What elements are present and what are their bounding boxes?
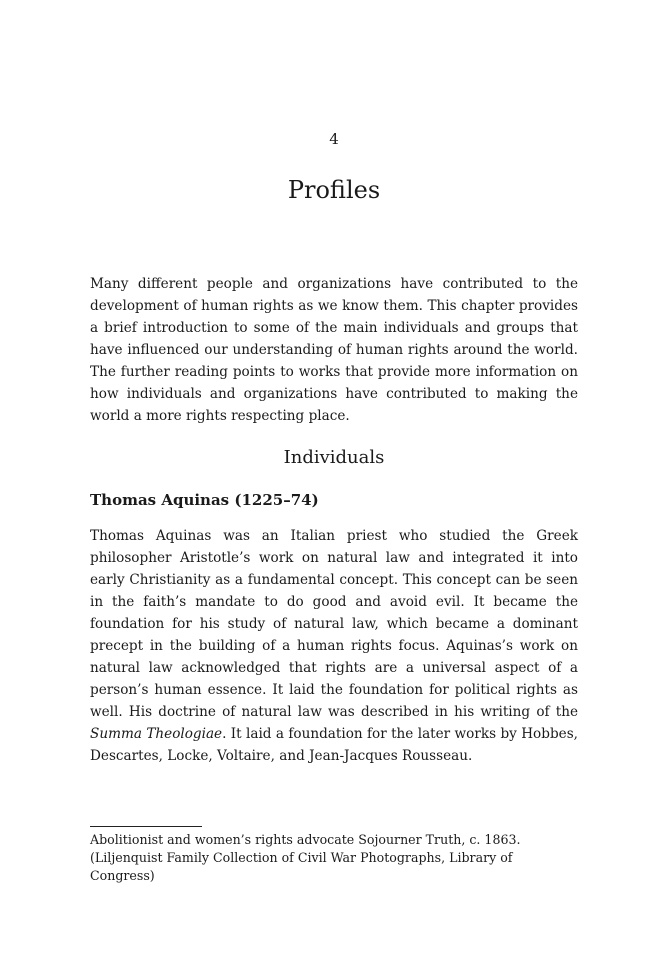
section-heading: Individuals [283, 447, 385, 468]
work-title: Summa Theologiae [90, 726, 223, 742]
page [90, 0, 578, 975]
footnote-divider [90, 826, 202, 827]
profile-body [90, 525, 578, 767]
chapter-title: Profiles [287, 176, 381, 204]
image-caption: Abolitionist and women’s rights advocate Sojourner Truth, c. 1863. (Liljenquist Family Collection of Civil War Photographs, Library of Congress) [90, 832, 521, 883]
profile-body-text-end: . It laid a foundation for the later works by Hobbes, Descartes, Locke, Voltaire, and Jean-Jacques Rousseau. [90, 726, 578, 764]
profile-heading: Thomas Aquinas (1225–74) [90, 491, 319, 509]
chapter-number: 4 [329, 130, 339, 148]
profile-body-text: Thomas Aquinas was an Italian priest who studied the Greek philosopher Aristotle’s work on natural law and integrated it into early Christianity as a fundamental concept. This concept can be seen in the faith’s mandate to do good and avoid evil. It became the foundation for his study of natural law, which became a dominant precept in the building of a human rights focus. Aquinas’s work on natural law acknowledged that rights are a universal aspect of a person’s human essence. It laid the foundation for political rights as well. His doctrine of natural law was described in his writing of the [90, 528, 578, 720]
intro-paragraph: Many different people and organizations have contributed to the development of human rights as we know them. This chapter provides a brief introduction to some of the main individuals and groups that have influenced our understanding of human rights around the world. The further reading points to works that provide more information on how individuals and organizations have contributed to making the world a more rights respecting place. [90, 276, 578, 424]
